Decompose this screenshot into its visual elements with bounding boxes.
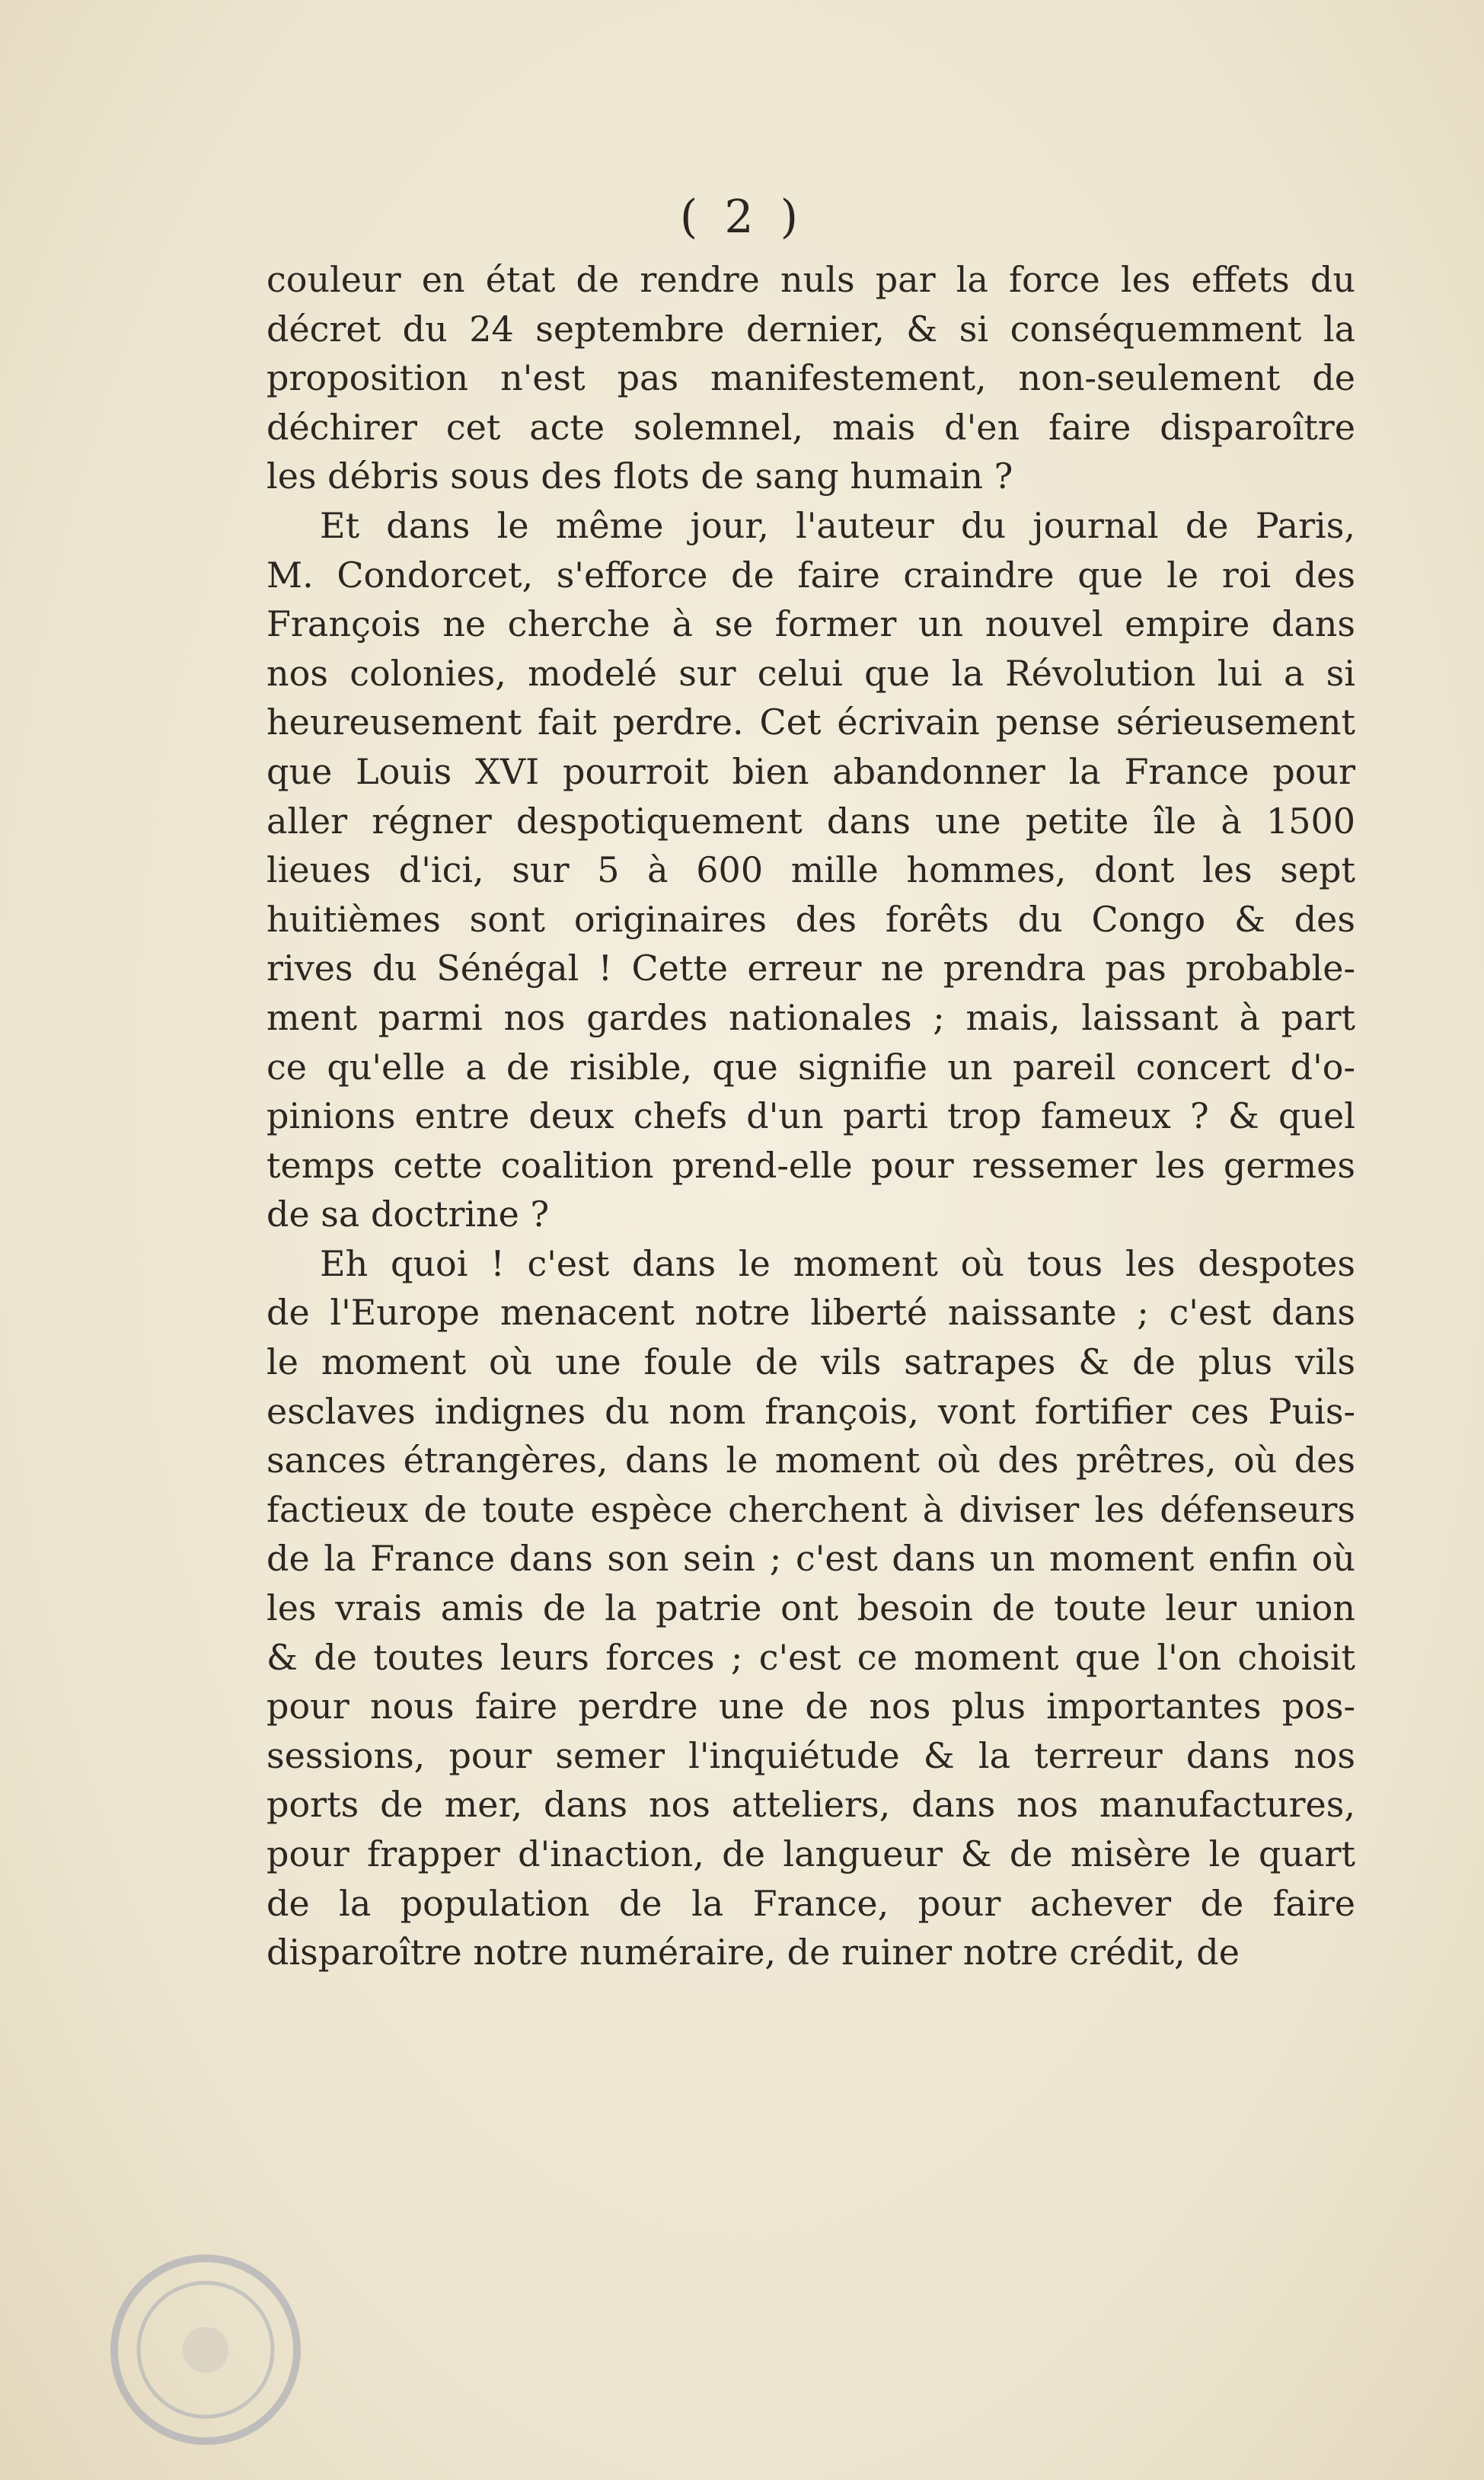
text-line: de l'Europe menacent notre liberté naissante ; c'est dans [266, 1292, 1355, 1334]
paragraph [266, 501, 1355, 1239]
text-line: ports de mer, dans nos atteliers, dans nos manufactures, [266, 1784, 1355, 1826]
text-line: heureusement fait perdre. Cet écrivain pense sérieusement [266, 701, 1355, 743]
text-line: temps cette coalition prend-elle pour ressemer les germes [266, 1144, 1355, 1186]
text-line: couleur en état de rendre nuls par la force les effets du [266, 259, 1355, 300]
text-line: décret du 24 septembre dernier, & si conséquemment la [266, 308, 1355, 350]
text-line: sances étrangères, dans le moment où des prêtres, où des [266, 1440, 1355, 1481]
text-line: de sa doctrine ? [266, 1194, 550, 1235]
text-line: le moment où une foule de vils satrapes & de plus vils [266, 1341, 1355, 1383]
text-line: pinions entre deux chefs d'un parti trop fameux ? & quel [266, 1095, 1355, 1137]
text-line: déchirer cet acte solemnel, mais d'en faire disparoître [266, 406, 1355, 448]
text-line: pour nous faire perdre une de nos plus importantes pos- [266, 1686, 1355, 1727]
page-number: ( 2 ) [679, 190, 805, 244]
text-line: Et dans le même jour, l'auteur du journal de Paris, [320, 504, 1355, 546]
text-line: nos colonies, modelé sur celui que la Révolution lui a si [266, 652, 1355, 694]
text-line: ment parmi nos gardes nationales ; mais, laissant à part [266, 996, 1355, 1038]
text-line: esclaves indignes du nom françois, vont fortifier ces Puis- [266, 1390, 1355, 1432]
text-line: M. Condorcet, s'efforce de faire craindre que le roi des [266, 554, 1355, 596]
library-stamp-icon [53, 2216, 305, 2468]
text-line: & de toutes leurs forces ; c'est ce moment que l'on choisit [266, 1636, 1355, 1678]
text-line: François ne cherche à se former un nouvel empire dans [266, 603, 1355, 645]
body-text [266, 255, 1355, 1977]
text-line: pour frapper d'inaction, de langueur & de misère le quart [266, 1833, 1355, 1874]
paragraph [266, 1239, 1355, 1977]
text-line: ce qu'elle a de risible, que signifie un pareil concert d'o- [266, 1046, 1355, 1088]
text-line: sessions, pour semer l'inquiétude & la terreur dans nos [266, 1734, 1355, 1776]
text-line: que Louis XVI pourroit bien abandonner la France pour [266, 750, 1355, 792]
text-line: factieux de toute espèce cherchent à diviser les défenseurs [266, 1488, 1355, 1530]
text-line: proposition n'est pas manifestement, non-seulement de [266, 357, 1355, 399]
text-line: les vrais amis de la patrie ont besoin de toute leur union [266, 1587, 1355, 1629]
text-line: Eh quoi ! c'est dans le moment où tous les despotes [320, 1242, 1355, 1284]
paragraph [266, 255, 1355, 501]
text-line: lieues d'ici, sur 5 à 600 mille hommes, dont les sept [266, 849, 1355, 891]
text-line: disparoître notre numéraire, de ruiner notre crédit, de [266, 1932, 1240, 1973]
text-line: rives du Sénégal ! Cette erreur ne prendra pas probable- [266, 948, 1355, 989]
text-line: de la population de la France, pour achever de faire [266, 1882, 1355, 1924]
text-line: les débris sous des flots de sang humain ? [266, 455, 1013, 497]
text-line: huitièmes sont originaires des forêts du Congo & des [266, 898, 1355, 940]
text-line: aller régner despotiquement dans une petite île à 1500 [266, 800, 1355, 842]
text-line: de la France dans son sein ; c'est dans un moment enfin où [266, 1538, 1355, 1580]
